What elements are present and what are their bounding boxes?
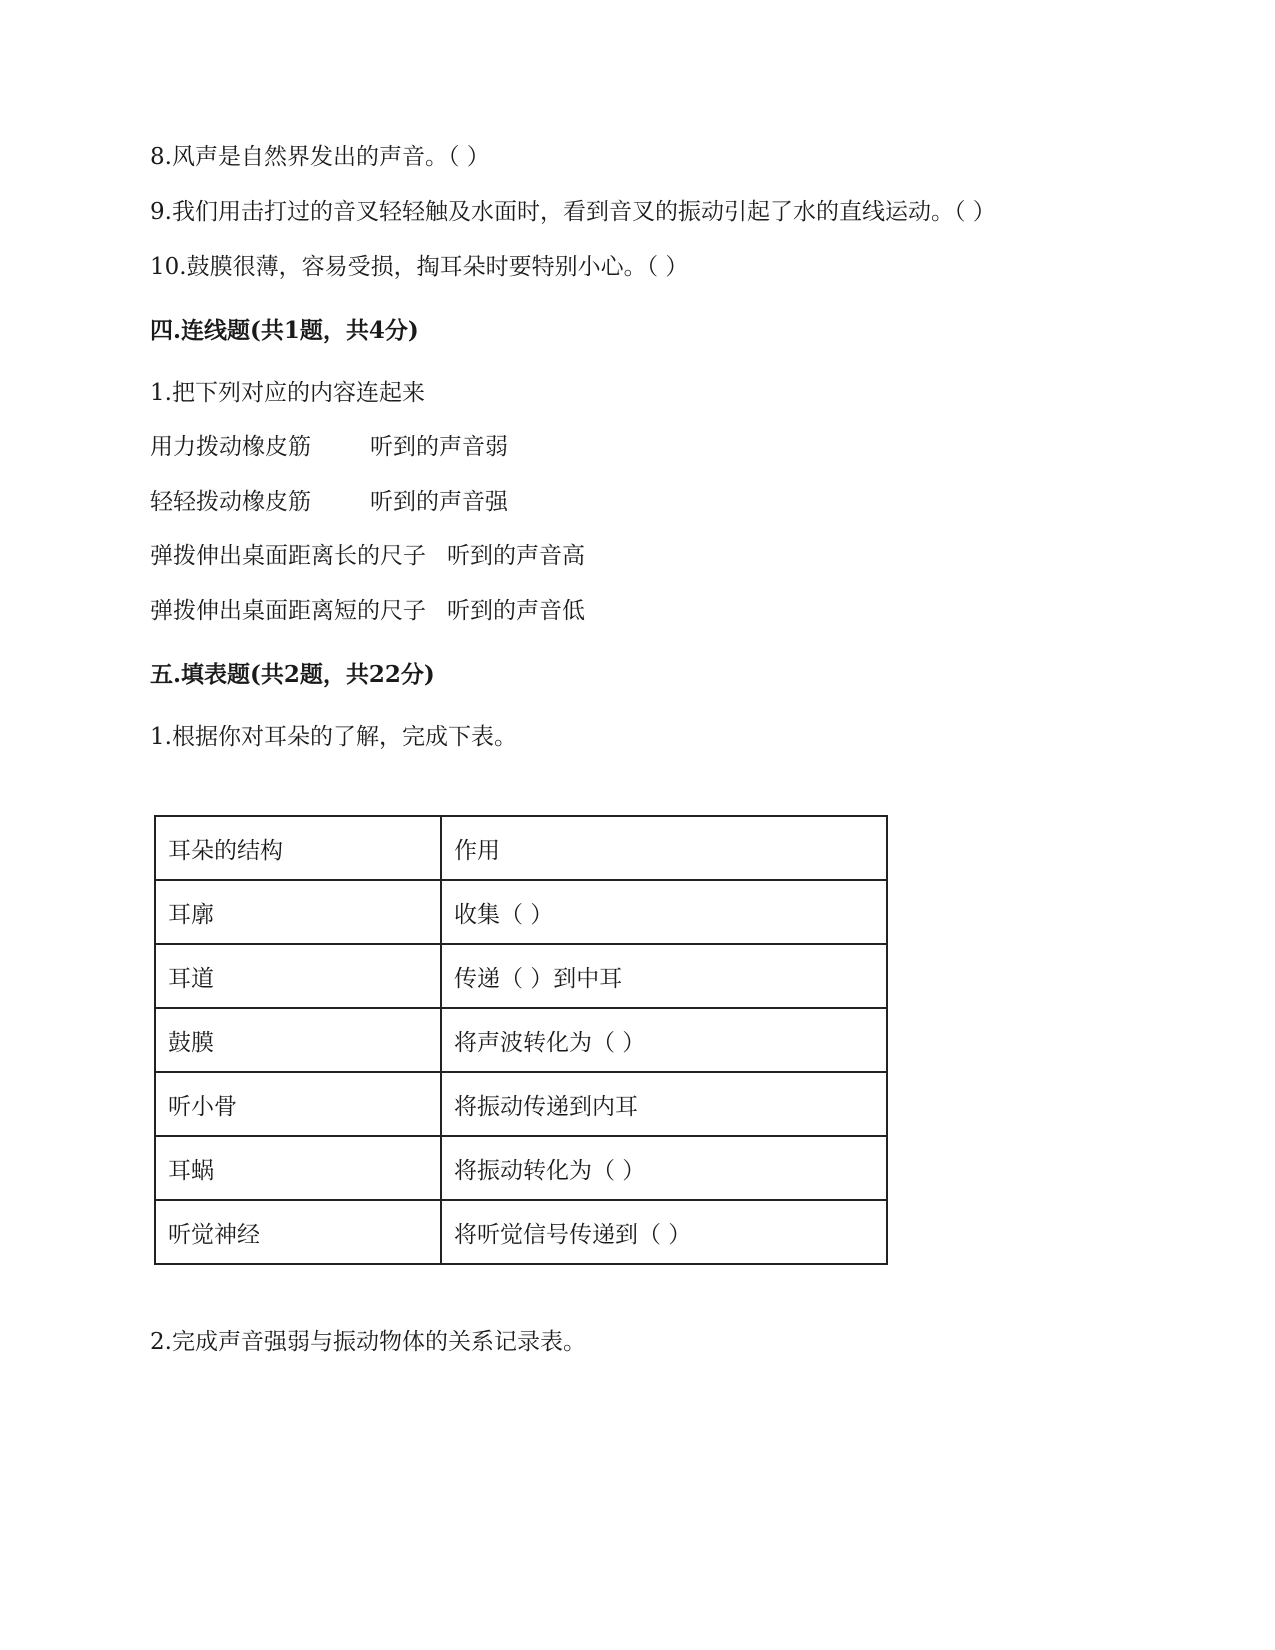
table-cell-function: 将振动传递到内耳 <box>441 1072 887 1136</box>
table-cell-function: 收集（ ） <box>441 880 887 944</box>
match-right-4: 听到的声音低 <box>447 598 585 624</box>
table-cell-function: 传递（ ）到中耳 <box>441 944 887 1008</box>
table-cell-structure: 耳道 <box>155 944 441 1008</box>
ear-structure-table <box>154 815 888 1265</box>
table-question-1: 1.根据你对耳朵的了解，完成下表。 <box>150 724 517 750</box>
match-left-2: 轻轻拨动橡皮筋 <box>150 489 311 515</box>
table-row <box>155 1008 887 1072</box>
table-cell-function: 将听觉信号传递到（ ） <box>441 1200 887 1264</box>
table-header-function: 作用 <box>441 816 887 880</box>
table-row <box>155 880 887 944</box>
match-right-1: 听到的声音弱 <box>370 434 508 460</box>
table-cell-function: 将声波转化为（ ） <box>441 1008 887 1072</box>
table-cell-structure: 鼓膜 <box>155 1008 441 1072</box>
section-5-heading: 五.填表题(共2题，共22分) <box>150 661 435 688</box>
table-row <box>155 1136 887 1200</box>
table-header-row <box>155 816 887 880</box>
table-row <box>155 1072 887 1136</box>
match-right-2: 听到的声音强 <box>370 489 508 515</box>
section-4-heading: 四.连线题(共1题，共4分) <box>150 317 419 344</box>
match-left-4: 弹拨伸出桌面距离短的尺子 <box>150 598 426 624</box>
match-right-3: 听到的声音高 <box>447 543 585 569</box>
table-cell-function: 将振动转化为（ ） <box>441 1136 887 1200</box>
table-cell-structure: 听小骨 <box>155 1072 441 1136</box>
match-left-3: 弹拨伸出桌面距离长的尺子 <box>150 543 426 569</box>
question-9: 9.我们用击打过的音叉轻轻触及水面时，看到音叉的振动引起了水的直线运动。（ ） <box>150 199 996 225</box>
table-row <box>155 944 887 1008</box>
table-cell-structure: 听觉神经 <box>155 1200 441 1264</box>
table-cell-structure: 耳蜗 <box>155 1136 441 1200</box>
question-10: 10.鼓膜很薄，容易受损，掏耳朵时要特别小心。（ ） <box>150 254 689 280</box>
question-8: 8.风声是自然界发出的声音。（ ） <box>150 144 490 170</box>
table-header-structure: 耳朵的结构 <box>155 816 441 880</box>
table-cell-structure: 耳廓 <box>155 880 441 944</box>
table-row <box>155 1200 887 1264</box>
table-question-2: 2.完成声音强弱与振动物体的关系记录表。 <box>150 1329 586 1355</box>
match-left-1: 用力拨动橡皮筋 <box>150 434 311 460</box>
matching-question-1: 1.把下列对应的内容连起来 <box>150 380 425 406</box>
